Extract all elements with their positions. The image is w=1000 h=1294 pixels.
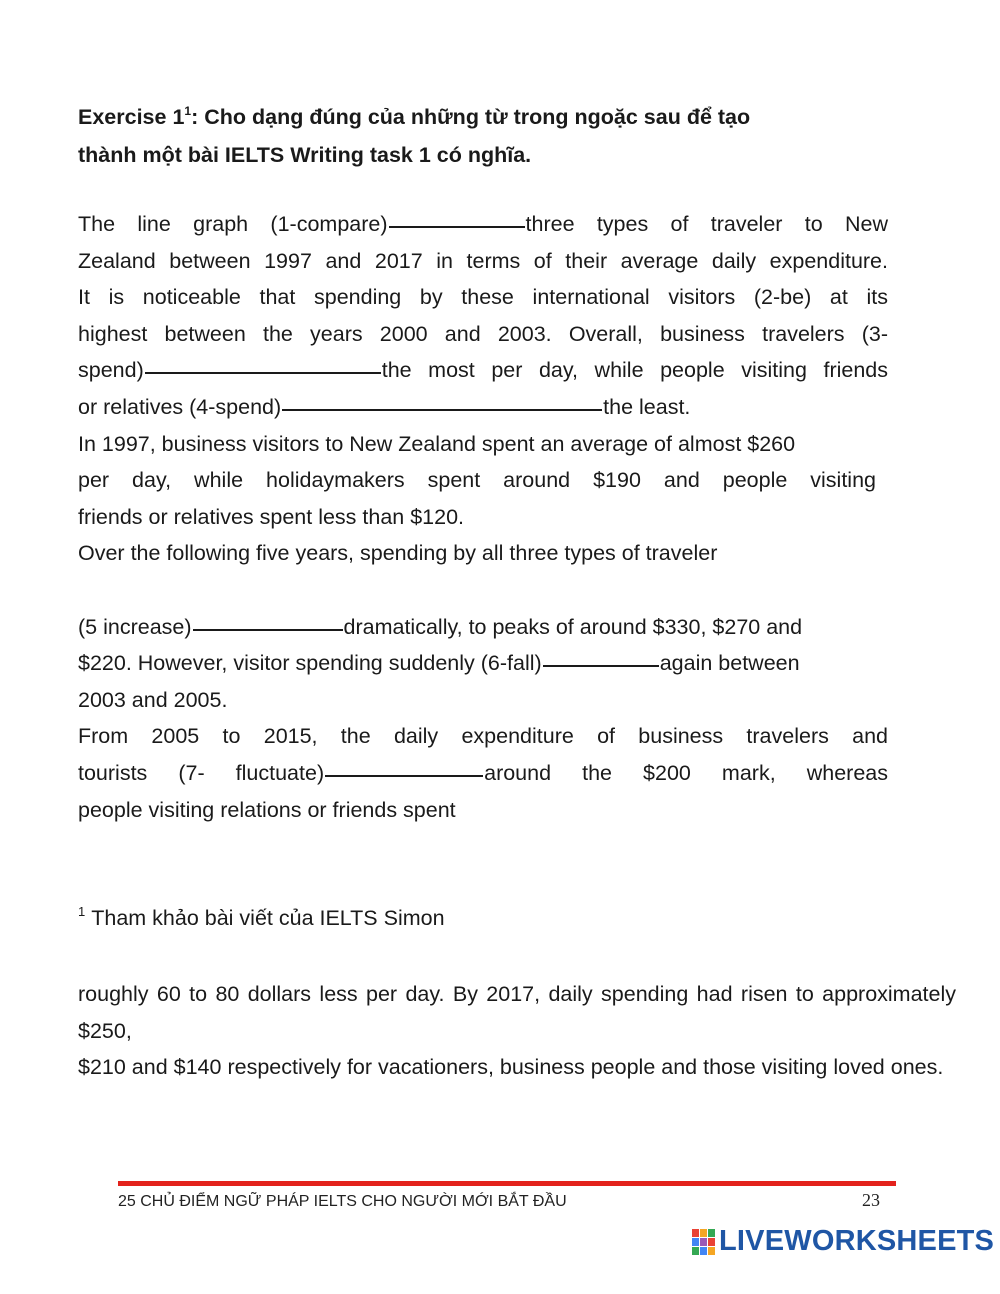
continuation-paragraph: roughly 60 to 80 dollars less per day. By 2017, daily spending had risen to approximately $250, bbox=[78, 982, 956, 1043]
blank-4-spend[interactable] bbox=[282, 389, 602, 411]
exercise-title: Exercise $1^1$: Cho dạng đúng của những từ trong ngoặc sau để tạo thành một bài IELTS Writing task 1 có nghĩa. bbox=[78, 104, 751, 167]
passage-line: $220. However, visitor spending suddenly (6-fall) again between bbox=[78, 645, 888, 682]
passage-line: people visiting relations or friends spent bbox=[78, 797, 456, 822]
exercise-passage bbox=[78, 206, 888, 828]
passage-line: Zealand between 1997 and 2017 in terms of their average daily expenditure. bbox=[78, 248, 888, 273]
footer-divider bbox=[118, 1181, 896, 1186]
passage-continuation bbox=[78, 976, 956, 1086]
passage-line: tourists (7- fluctuate) around the $200 mark, whereas bbox=[78, 755, 888, 792]
passage-line: In 1997, business visitors to New Zealand spent an average of almost $260 bbox=[78, 431, 796, 456]
passage-line: or relatives (4-spend) the least. bbox=[78, 389, 888, 426]
passage-line: From 2005 to 2015, the daily expenditure of business travelers and bbox=[78, 724, 888, 749]
passage-line: friends or relatives spent less than $120. bbox=[78, 504, 465, 529]
blank-5-increase[interactable] bbox=[193, 609, 343, 631]
passage-line: 2003 and 2005. bbox=[78, 687, 228, 712]
passage-line: spend) the most per day, while people visiting friends bbox=[78, 352, 888, 389]
footnote-text: Tham khảo bài viết của IELTS Simon bbox=[91, 906, 445, 930]
page-number: 23 bbox=[862, 1190, 880, 1210]
logo-grid-icon bbox=[692, 1229, 715, 1255]
blank-7-fluctuate[interactable] bbox=[325, 755, 483, 777]
footnote-ref: 1 bbox=[184, 104, 192, 118]
blank-6-fall[interactable] bbox=[543, 645, 659, 667]
footer-book-title: 25 CHỦ ĐIỂM NGỮ PHÁP IELTS CHO NGƯỜI MỚI BẮT ĐẦU bbox=[118, 1193, 567, 1210]
passage-line: The line graph (1-compare) three types of traveler to New bbox=[78, 206, 888, 243]
passage-line: highest between the years 2000 and 2003. Overall, business travelers (3- bbox=[78, 321, 888, 346]
passage-line: It is noticeable that spending by these international visitors (2-be) at its bbox=[78, 285, 888, 310]
footnote bbox=[78, 906, 445, 931]
passage-line: (5 increase) dramatically, to peaks of around $330, $270 and bbox=[78, 609, 888, 646]
continuation-paragraph: $210 and $140 respectively for vacationers, business people and those visiting loved ones. bbox=[78, 1055, 944, 1080]
passage-line: per day, while holidaymakers spent around $190 and people visiting bbox=[78, 468, 876, 493]
blank-3-spend[interactable] bbox=[145, 352, 381, 374]
footnote-mark: 1 bbox=[78, 904, 86, 919]
brand-name: LIVEWORKSHEETS bbox=[719, 1225, 995, 1257]
blank-1-compare[interactable] bbox=[389, 206, 525, 228]
liveworksheets-logo bbox=[692, 1225, 994, 1258]
passage-line: Over the following five years, spending by all three types of traveler bbox=[78, 541, 718, 566]
